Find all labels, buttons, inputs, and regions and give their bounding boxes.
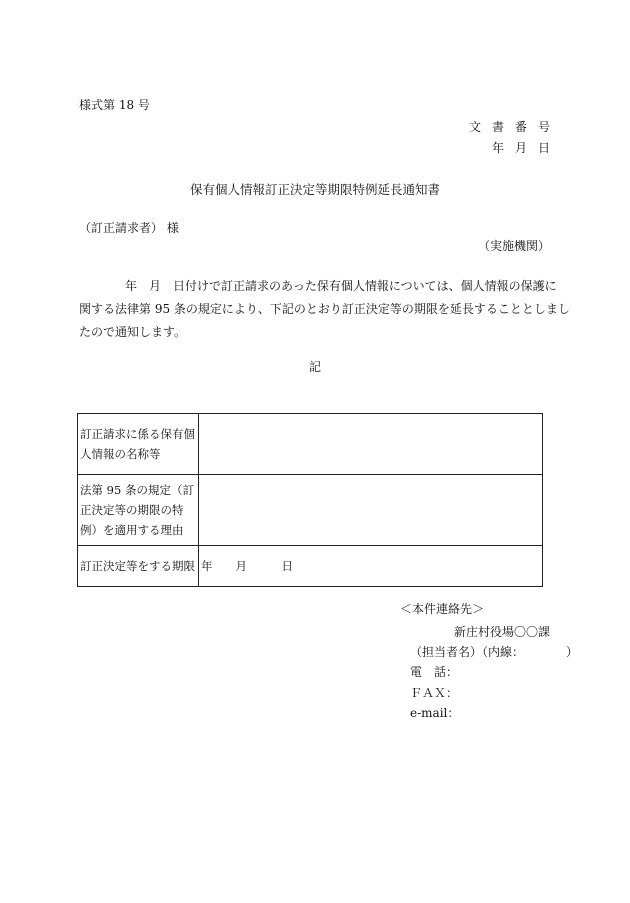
addressee: （訂正請求者） 様: [79, 221, 179, 235]
form-number: 様式第 18 号: [79, 98, 150, 112]
notice-body-line-1: 年 月 日付けで訂正請求のあった保有個人情報については、個人情報の保護に: [125, 279, 557, 293]
notice-body: [79, 275, 570, 344]
table-value-cell: [199, 475, 543, 546]
table-value-cell: 年 月 日: [199, 546, 543, 587]
contact-heading: ＜本件連絡先＞: [400, 602, 485, 616]
notice-body-line-3: たので通知します。: [79, 325, 187, 339]
ki-heading: 記: [308, 360, 321, 374]
details-table: [77, 413, 543, 587]
contact-fax: ＦＡＸ：: [410, 686, 459, 700]
contact-person: （担当者名）（内線： ）: [410, 645, 579, 659]
notice-body-line-2: 関する法律第 95 条の規定により、下記のとおり訂正決定等の期限を延長することとしまし: [79, 302, 570, 316]
document-title: 保有個人情報訂正決定等期限特例延長通知書: [189, 182, 440, 197]
document-date-label: 年月日: [491, 141, 561, 155]
document-number-label: 文書番号: [468, 120, 561, 134]
table-row: [78, 546, 543, 587]
table-row: [78, 475, 543, 546]
table-row: [78, 414, 543, 475]
table-label-cell: 訂正請求に係る保有個人情報の名称等: [78, 414, 199, 475]
contact-email: e-mail：: [410, 706, 460, 720]
table-label-cell: 法第 95 条の規定（訂正決定等の期限の特例）を適用する理由: [78, 475, 199, 546]
table-value-cell: [199, 414, 543, 475]
table-label-cell: 訂正決定等をする期限: [78, 546, 199, 587]
contact-telephone: 電 話：: [410, 665, 459, 679]
contact-office: 新庄村役場〇〇課: [453, 625, 550, 639]
issuing-agency: （実施機関）: [477, 239, 550, 253]
